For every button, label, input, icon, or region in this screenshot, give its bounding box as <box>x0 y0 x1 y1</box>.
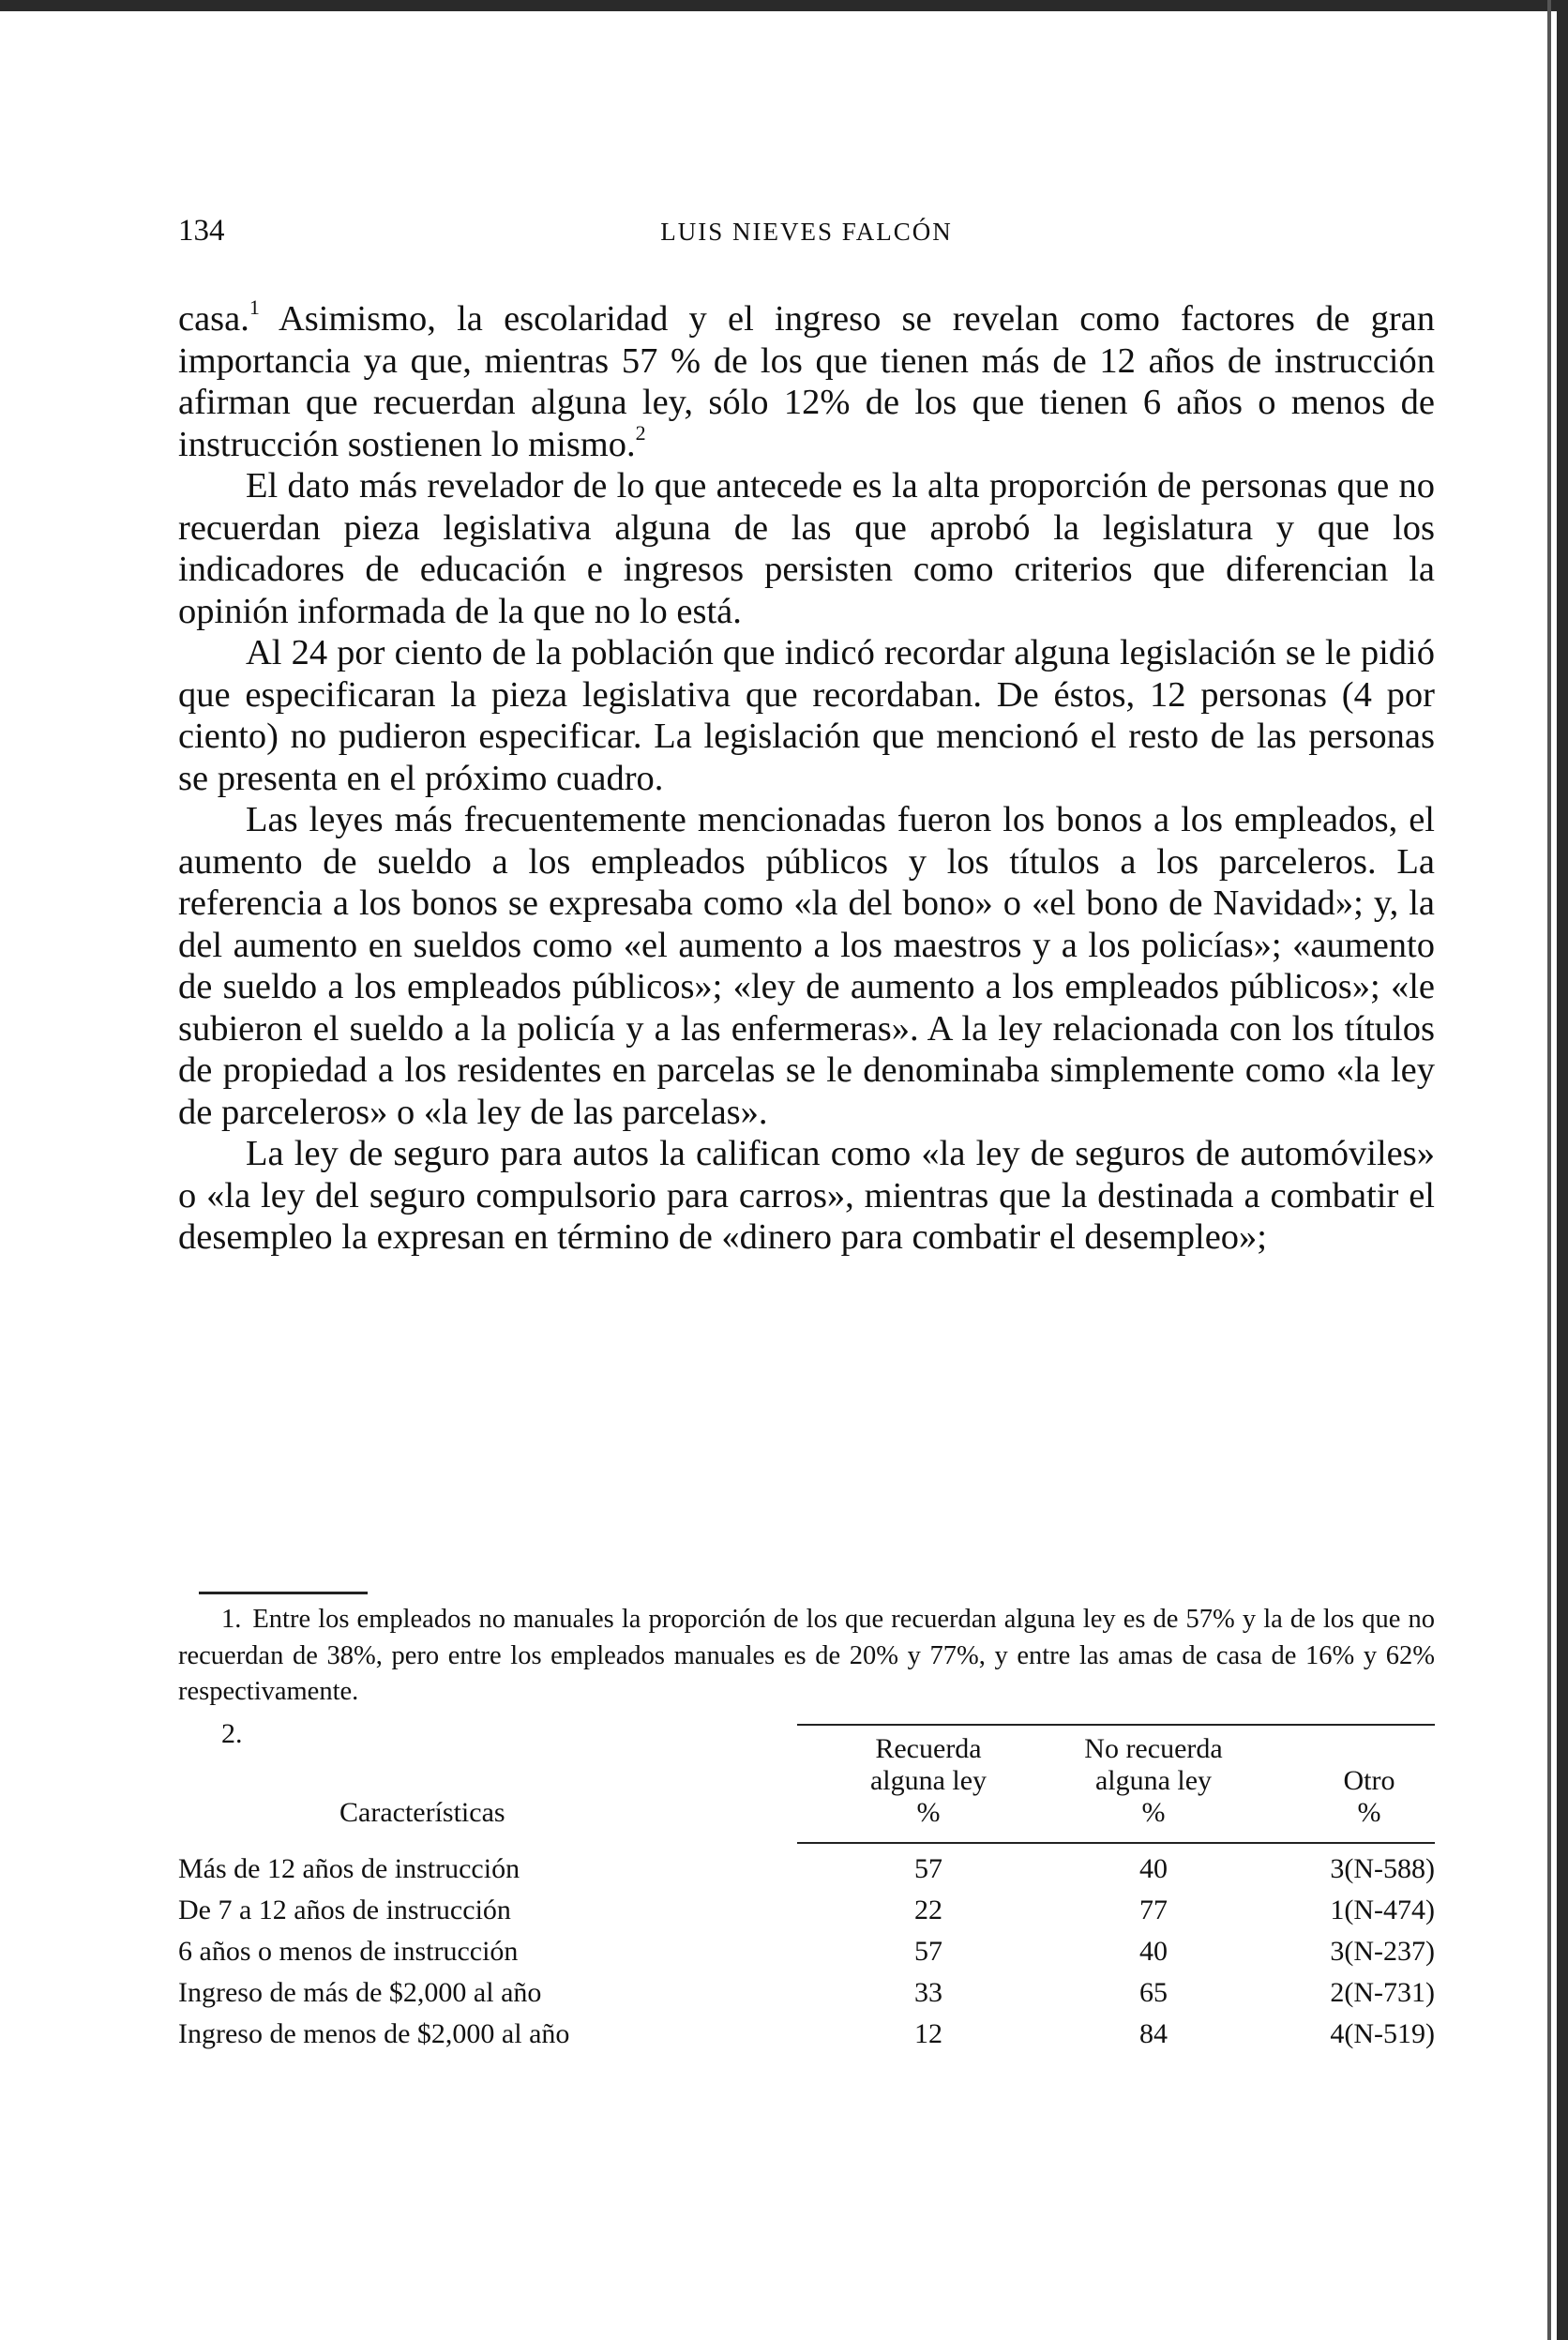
row-recall: 22 <box>914 1895 942 1925</box>
footnote-1 <box>178 1602 1435 1711</box>
row-other: 3(N-588) <box>1330 1853 1435 1884</box>
row-other: 3(N-237) <box>1330 1936 1435 1967</box>
page-number: 134 <box>178 214 225 248</box>
row-other: 2(N-731) <box>1330 1977 1435 2008</box>
row-other: 1(N-474) <box>1330 1895 1435 1925</box>
table-row <box>178 2018 1435 2060</box>
col-other-line2: % <box>1357 1797 1381 1828</box>
page-header <box>178 214 1435 255</box>
row-no-recall: 40 <box>1139 1936 1168 1967</box>
row-other: 4(N-519) <box>1330 2018 1435 2049</box>
row-recall: 57 <box>914 1936 942 1967</box>
scan-border-right-inner <box>1547 0 1551 2340</box>
scan-border-top <box>0 0 1568 11</box>
col-no-recall-line1: No recuerda <box>1084 1733 1223 1764</box>
paragraph-2: El dato más revelador de lo que antecede es la alta proporción de personas que no recuerdan pieza legislativa alguna de las que aprobó la legislatura y que los indicadores de educación e ingresos persisten como criterios que diferencian la opinión informada de la que no lo está. <box>178 466 1435 631</box>
table-row <box>178 1895 1435 1936</box>
col-no-recall-line2: alguna ley <box>1094 1765 1213 1796</box>
paragraph-1 <box>178 295 1435 465</box>
paragraph-3: Al 24 por ciento de la población que indicó recordar alguna legislación se le pidió que especificaran la pieza legislativa que recordaban. De éstos, 12 personas (4 por ciento) no pudieron especificar. La legislación que mencionó el resto de las personas se presenta en el próximo cuadro. <box>178 633 1435 798</box>
paragraph-4: Las leyes más frecuentemente mencionadas fueron los bonos a los empleados, el aumento de sueldo a los empleados públicos y los títulos a los parceleros. La referencia a los bonos se expresaba como «la del bono» o «el bono de Navidad»; y, la del aumento en sueldos como «el aumento a los maestros y a los policías»; «aumento de sueldo a los empleados públicos»; «ley de aumento a los empleados públicos»; «le subieron el sueldo a la policía y a las enfermeras». A la ley relacionada con los títulos de propiedad a los residentes en parcelas se le denominaba simplemente como «la ley de parceleros» o «la ley de las parcelas». <box>178 800 1435 1132</box>
row-label: Más de 12 años de instrucción <box>178 1853 520 1884</box>
row-no-recall: 77 <box>1139 1895 1168 1925</box>
row-no-recall: 65 <box>1139 1977 1168 2008</box>
row-recall: 57 <box>914 1853 942 1884</box>
col-other-line1: Otro <box>1343 1765 1395 1796</box>
footnote-ref-2: 2 <box>635 420 646 445</box>
row-recall: 33 <box>914 1977 942 2008</box>
col-no-recall-line3: % <box>1141 1797 1166 1828</box>
footnote-separator <box>199 1592 368 1594</box>
table-row <box>178 1936 1435 1977</box>
footnote-2-number: 2. <box>221 1718 243 1749</box>
col-characteristics: Características <box>339 1797 505 1828</box>
running-head: LUIS NIEVES FALCÓN <box>660 218 953 246</box>
row-label: 6 años o menos de instrucción <box>178 1936 519 1967</box>
paragraph-1-rest: Asimismo, la escolaridad y el ingreso se revelan como factores de gran importancia ya que, mientras 57 % de los que tienen más de 12 años de instrucción afirman que recuerdan alguna ley, sólo 12% de los que tienen 6 años o menos de instrucción sostienen lo mismo. <box>178 299 1435 464</box>
table-top-rule <box>797 1724 1435 1726</box>
table-row <box>178 1977 1435 2018</box>
row-no-recall: 40 <box>1139 1853 1168 1884</box>
footnote-1-text: Entre los empleados no manuales la proporción de los que recuerdan alguna ley es de 57% y la de los que no recuerdan de 38%, pero entre los empleados manuales es de 20% y 77%, y entre las amas de casa de 16% y 62% respectivamente. <box>178 1605 1435 1706</box>
table-row <box>178 1853 1435 1895</box>
paragraph-5: La ley de seguro para autos la califican como «la ley de seguros de automóviles» o «la ley del seguro compulsorio para carros», mientras que la destinada a combatir el desempleo la expresan en término de «dinero para combatir el desempleo»; <box>178 1134 1435 1257</box>
table-header-rule <box>797 1842 1435 1844</box>
row-label: De 7 a 12 años de instrucción <box>178 1895 511 1925</box>
col-recall-line1: Recuerda <box>875 1733 982 1764</box>
body-text <box>178 295 1435 1259</box>
footnote-1-number: 1. <box>221 1605 242 1634</box>
row-no-recall: 84 <box>1139 2018 1168 2049</box>
footnote-2-table <box>178 1714 1435 2090</box>
row-label: Ingreso de menos de $2,000 al año <box>178 2018 570 2049</box>
paragraph-1-start: casa. <box>178 299 249 339</box>
row-recall: 12 <box>914 2018 942 2049</box>
footnote-ref-1: 1 <box>249 295 260 319</box>
col-recall-line3: % <box>916 1797 941 1828</box>
row-label: Ingreso de más de $2,000 al año <box>178 1977 542 2008</box>
scan-border-right <box>1557 0 1568 2340</box>
col-recall-line2: alguna ley <box>869 1765 988 1796</box>
